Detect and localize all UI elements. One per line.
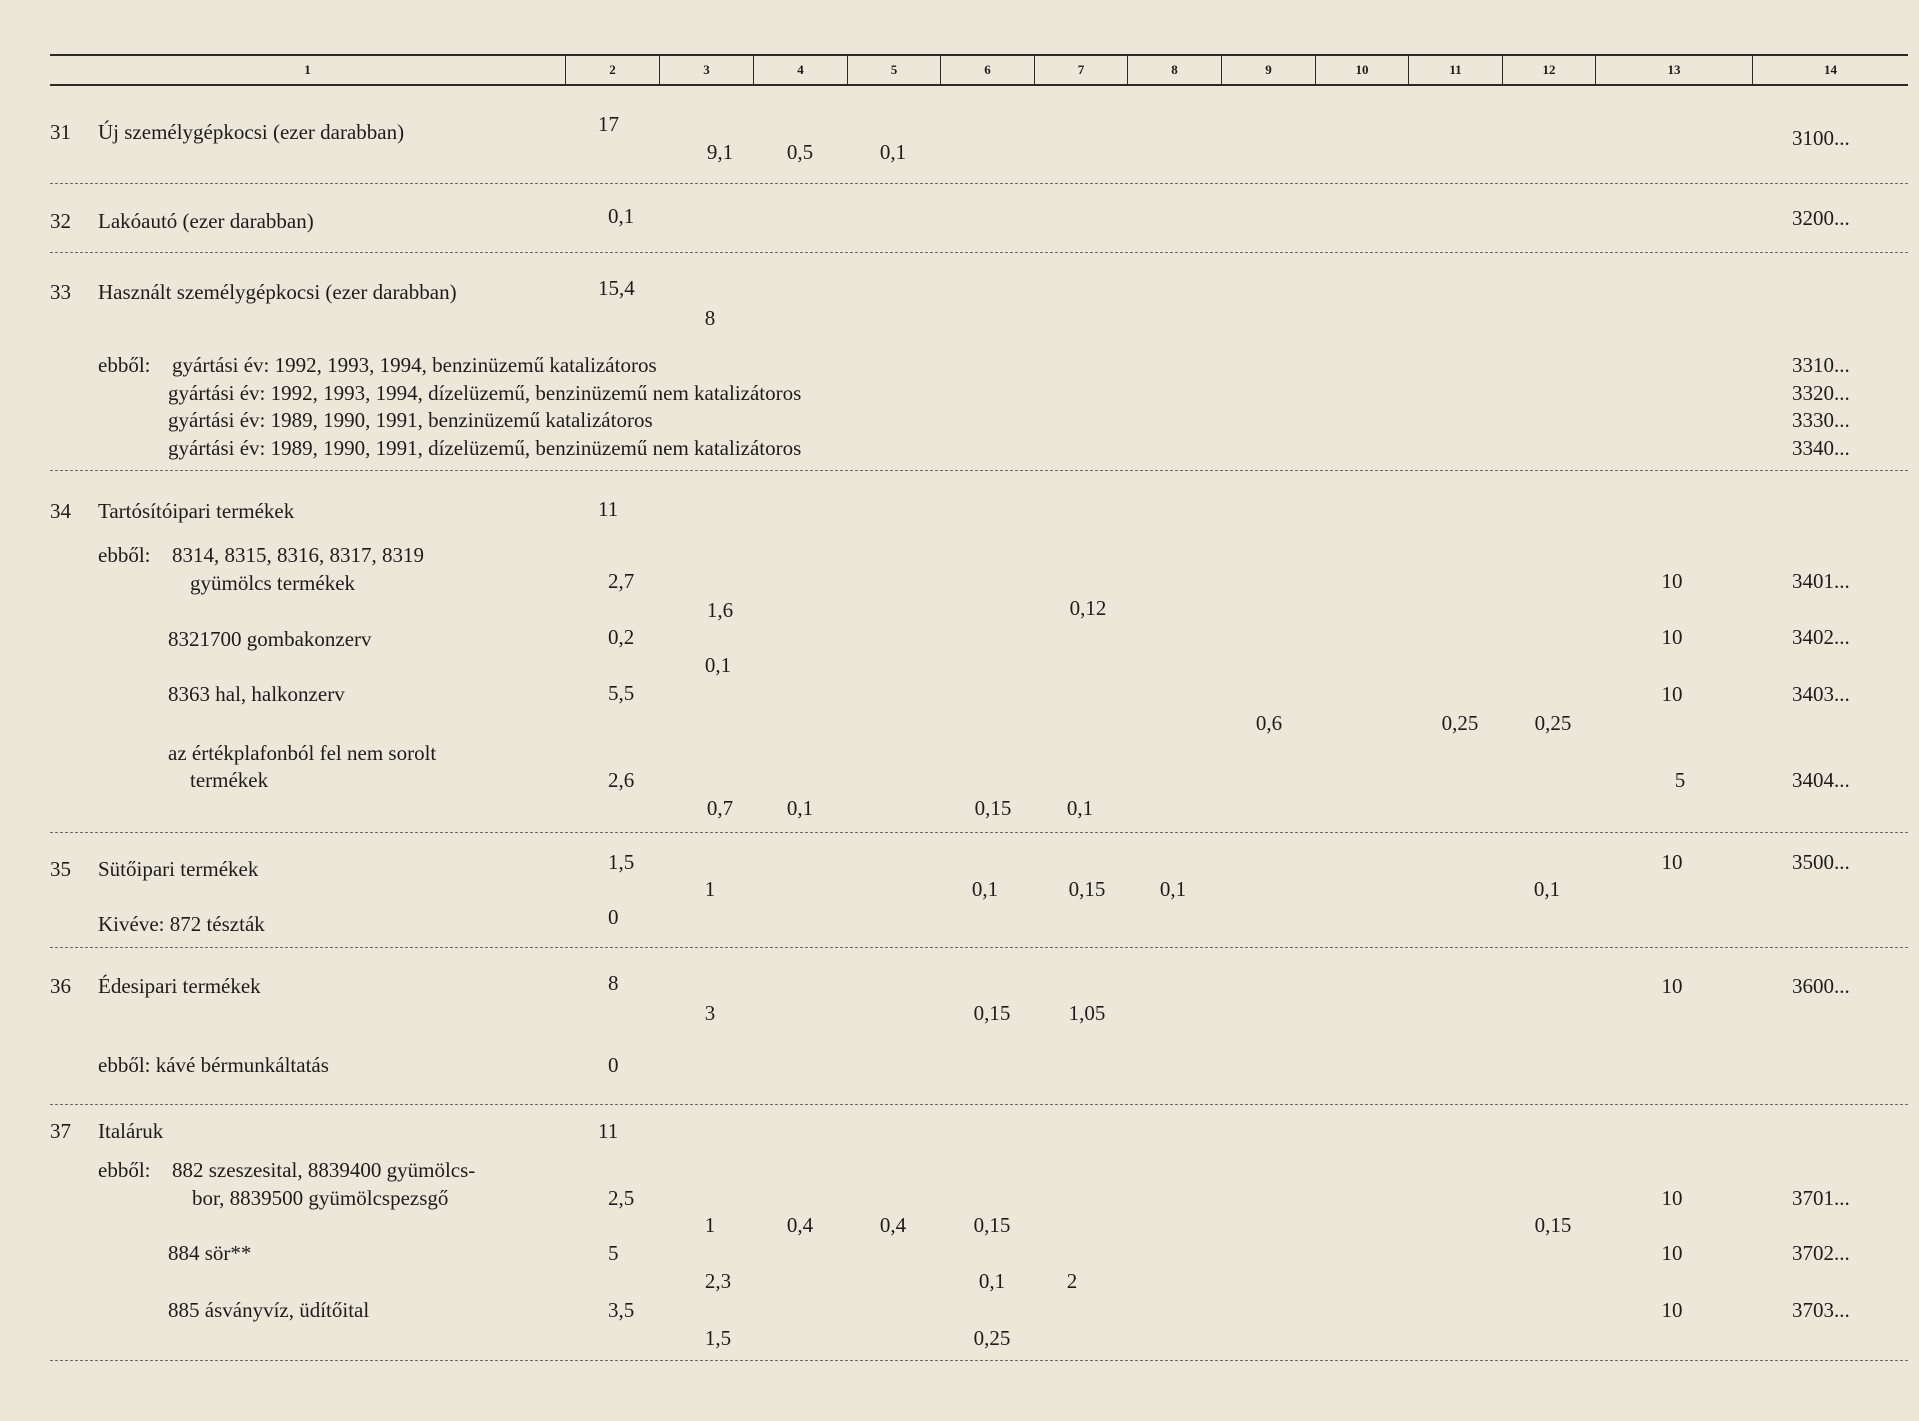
cell-col-2: 3,5 (608, 1298, 635, 1322)
row-separator (50, 252, 1908, 253)
sub-item-label: gyümölcs termékek (190, 571, 356, 595)
row-number: 35 (50, 857, 71, 881)
row-code: 3401... (1792, 569, 1850, 593)
row-code: 3702... (1792, 1241, 1850, 1265)
row-label: Lakóautó (ezer darabban) (98, 209, 314, 233)
cell-col-6: 0,1 (971, 877, 999, 901)
cell-col-12: 0,1 (1533, 877, 1561, 901)
cell-col-2: 0,2 (608, 625, 635, 649)
cell-col-7: 0,12 (1069, 596, 1107, 620)
cell-col-8: 0,1 (1159, 877, 1187, 901)
cell-col-7: 0,15 (1068, 877, 1106, 901)
row-code: 3703... (1792, 1298, 1850, 1322)
row-label: Tartósítóipari termékek (98, 499, 295, 523)
cell-col-9: 0,6 (1255, 711, 1283, 735)
sub-item-label: 8321700 gombakonzerv (168, 627, 372, 651)
cell-col-2: 8 (608, 971, 619, 995)
cell-col-2: 2,6 (608, 768, 635, 792)
sub-item-label: 885 ásványvíz, üdítőital (168, 1298, 370, 1322)
cell-col-4: 0,1 (786, 796, 814, 820)
cell-col-6: 0,15 (973, 1213, 1011, 1237)
cell-col-4: 0,5 (786, 140, 814, 164)
cell-col-7: 1,05 (1068, 1001, 1106, 1025)
cell-col-6: 0,1 (978, 1269, 1006, 1293)
header-col-12: 12 (1502, 56, 1595, 84)
row-code: 3403... (1792, 682, 1850, 706)
cell-col-13: 5 (1674, 768, 1686, 792)
cell-col-5: 0,4 (879, 1213, 907, 1237)
row-label: Italáruk (98, 1119, 164, 1143)
cell-col-3: 2,3 (704, 1269, 732, 1293)
row-code: 3500... (1792, 850, 1850, 874)
cell-col-3: 9,1 (706, 140, 734, 164)
row-code: 3100... (1792, 126, 1850, 150)
cell-col-7: 2 (1066, 1269, 1078, 1293)
sub-item-label: az értékplafonból fel nem sorolt (168, 741, 437, 765)
sub-item-label: termékek (190, 768, 269, 792)
row-number: 32 (50, 209, 71, 233)
cell-col-13: 10 (1661, 1298, 1683, 1322)
cell-col-13: 10 (1661, 625, 1683, 649)
cell-col-3: 1,6 (706, 598, 734, 622)
row-code: 3310... (1792, 353, 1850, 377)
cell-col-3: 0,7 (706, 796, 734, 820)
row-separator (50, 1360, 1908, 1361)
cell-col-2: 2,7 (608, 569, 635, 593)
cell-col-2: 1,5 (608, 850, 635, 874)
row-code: 3330... (1792, 408, 1850, 432)
cell-col-3: 1 (704, 1213, 716, 1237)
cell-col-11: 0,25 (1441, 711, 1479, 735)
cell-col-13: 10 (1661, 974, 1683, 998)
ebbol-label: ebből: (98, 543, 151, 567)
header-col-3: 3 (659, 56, 753, 84)
cell-col-2: 5 (608, 1241, 619, 1265)
cell-col-2: 5,5 (608, 681, 635, 705)
sub-item-label: 884 sör** (168, 1241, 252, 1265)
ebbol-label: ebből: (98, 1158, 151, 1182)
cell-col-12: 0,15 (1534, 1213, 1572, 1237)
cell-col-2: 11 (598, 497, 619, 521)
sub-item-label: gyártási év: 1989, 1990, 1991, benzinüzemű katalizátoros (168, 408, 653, 432)
exclusion-label: Kivéve: 872 tészták (98, 912, 265, 936)
cell-col-3: 1 (704, 877, 716, 901)
sub-item-label: bor, 8839500 gyümölcspezsgő (192, 1186, 449, 1210)
cell-col-3: 1,5 (704, 1326, 732, 1350)
table-header (50, 54, 1908, 86)
row-number: 34 (50, 499, 71, 523)
cell-col-2: 0 (608, 905, 619, 929)
header-col-14: 14 (1752, 56, 1908, 84)
row-separator (50, 1104, 1908, 1105)
header-col-10: 10 (1315, 56, 1408, 84)
cell-col-4: 0,4 (786, 1213, 814, 1237)
cell-col-2: 2,5 (608, 1186, 635, 1210)
cell-col-13: 10 (1661, 1186, 1683, 1210)
sub-item-label: ebből: kávé bérmunkáltatás (98, 1053, 329, 1077)
row-number: 31 (50, 120, 71, 144)
row-code: 3600... (1792, 974, 1850, 998)
cell-col-2: 11 (598, 1119, 619, 1143)
sub-item-label: gyártási év: 1992, 1993, 1994, dízelüzemű, benzinüzemű nem katalizátoros (168, 381, 802, 405)
sub-item-label: 882 szeszesital, 8839400 gyümölcs- (172, 1158, 476, 1182)
cell-col-2: 0 (608, 1053, 619, 1077)
row-separator (50, 947, 1908, 948)
cell-col-2: 15,4 (598, 276, 635, 300)
header-col-11: 11 (1408, 56, 1502, 84)
cell-col-13: 10 (1661, 569, 1683, 593)
sub-item-label: 8314, 8315, 8316, 8317, 8319 (172, 543, 424, 567)
header-col-1: 1 (304, 62, 311, 77)
row-number: 36 (50, 974, 71, 998)
ebbol-label: ebből: (98, 353, 151, 377)
sub-item-label: gyártási év: 1989, 1990, 1991, dízelüzemű, benzinüzemű nem katalizátoros (168, 436, 802, 460)
cell-col-6: 0,15 (974, 796, 1012, 820)
row-separator (50, 183, 1908, 184)
cell-col-2: 0,1 (608, 204, 635, 228)
header-col-4: 4 (753, 56, 847, 84)
row-label: Használt személygépkocsi (ezer darabban) (98, 280, 457, 304)
header-col-2: 2 (565, 56, 659, 84)
cell-col-3: 3 (704, 1001, 716, 1025)
header-col-13: 13 (1595, 56, 1752, 84)
row-separator (50, 832, 1908, 833)
row-code: 3340... (1792, 436, 1850, 460)
row-number: 37 (50, 1119, 71, 1143)
cell-col-7: 0,1 (1066, 796, 1094, 820)
cell-col-13: 10 (1661, 1241, 1683, 1265)
sub-item-label: gyártási év: 1992, 1993, 1994, benzinüzemű katalizátoros (172, 353, 657, 377)
cell-col-13: 10 (1661, 850, 1683, 874)
row-label: Sütőipari termékek (98, 857, 259, 881)
row-code: 3701... (1792, 1186, 1850, 1210)
cell-col-13: 10 (1661, 682, 1683, 706)
header-col-7: 7 (1034, 56, 1127, 84)
header-col-5: 5 (847, 56, 940, 84)
cell-col-6: 0,15 (973, 1001, 1011, 1025)
row-separator (50, 470, 1908, 471)
row-code: 3320... (1792, 381, 1850, 405)
header-col-6: 6 (940, 56, 1034, 84)
cell-col-3: 0,1 (704, 653, 732, 677)
cell-col-3: 8 (704, 306, 716, 330)
row-code: 3200... (1792, 206, 1850, 230)
cell-col-6: 0,25 (973, 1326, 1011, 1350)
header-col-9: 9 (1221, 56, 1315, 84)
row-code: 3402... (1792, 625, 1850, 649)
row-code: 3404... (1792, 768, 1850, 792)
cell-col-2: 17 (598, 112, 619, 136)
header-col-8: 8 (1127, 56, 1221, 84)
cell-col-12: 0,25 (1534, 711, 1572, 735)
sub-item-label: 8363 hal, halkonzerv (168, 682, 345, 706)
row-number: 33 (50, 280, 71, 304)
row-label: Édesipari termékek (98, 974, 261, 998)
row-label: Új személygépkocsi (ezer darabban) (98, 120, 405, 144)
cell-col-5: 0,1 (879, 140, 907, 164)
